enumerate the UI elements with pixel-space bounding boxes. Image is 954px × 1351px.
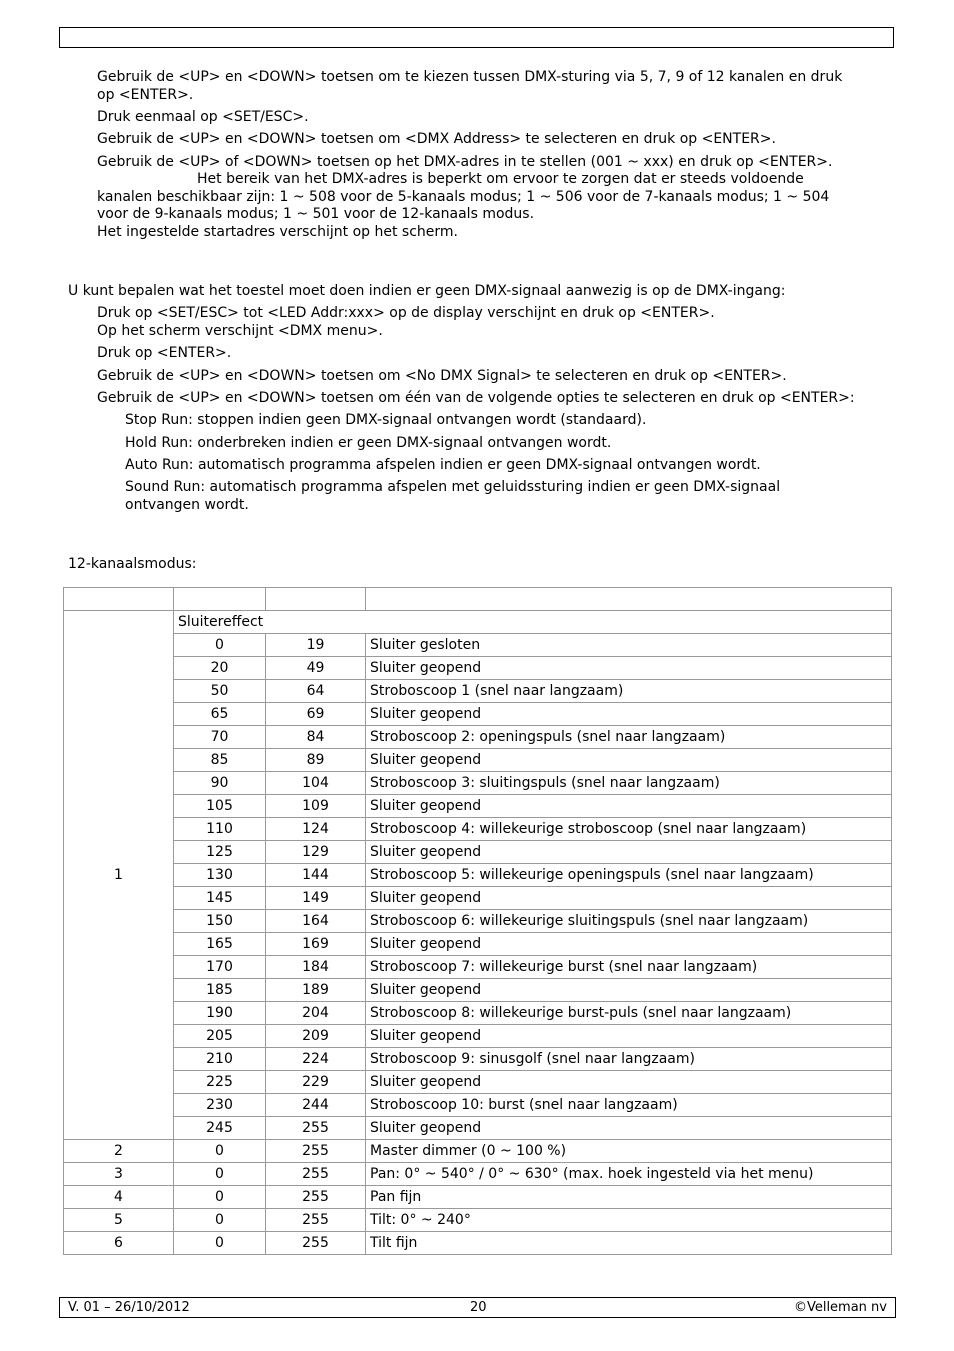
function-cell: Stroboscoop 8: willekeurige burst-puls (snel naar langzaam) (366, 1002, 892, 1025)
value-from-cell: 190 (174, 1002, 266, 1025)
step-text: Gebruik de <UP> en <DOWN> toetsen om <No DMX Signal> te selecteren en druk op <ENTER>. (97, 368, 787, 384)
option-text: Sound Run: automatisch programma afspelen met geluidssturing indien er geen DMX-signaal (125, 479, 781, 495)
value-to-cell: 255 (266, 1163, 366, 1186)
footer (59, 1297, 896, 1318)
value-from-cell: 0 (174, 1140, 266, 1163)
value-to-cell: 124 (266, 818, 366, 841)
table-row (64, 772, 892, 795)
note-text: voor de 9-kanaals modus; 1 ~ 501 voor de 12-kanaals modus. (97, 206, 535, 222)
value-to-cell: 109 (266, 795, 366, 818)
value-to-cell: 49 (266, 657, 366, 680)
value-to-cell: 104 (266, 772, 366, 795)
value-from-cell: 0 (174, 634, 266, 657)
function-cell: Sluiter geopend (366, 979, 892, 1002)
value-from-cell: 230 (174, 1094, 266, 1117)
value-to-cell: 204 (266, 1002, 366, 1025)
value-from-cell: 145 (174, 887, 266, 910)
table-row (64, 818, 892, 841)
table-row (64, 841, 892, 864)
value-from-cell: 50 (174, 680, 266, 703)
value-from-cell: 70 (174, 726, 266, 749)
header-box (59, 27, 894, 48)
table-row (64, 726, 892, 749)
channel-cell: 3 (64, 1163, 174, 1186)
header-cell (64, 588, 174, 611)
value-from-cell: 125 (174, 841, 266, 864)
function-cell: Stroboscoop 4: willekeurige stroboscoop (snel naar langzaam) (366, 818, 892, 841)
channel-cell: 1 (64, 611, 174, 1140)
table-row (64, 703, 892, 726)
function-cell: Master dimmer (0 ~ 100 %) (366, 1140, 892, 1163)
table-row (64, 1140, 892, 1163)
value-from-cell: 85 (174, 749, 266, 772)
channel-cell: 6 (64, 1232, 174, 1255)
value-to-cell: 84 (266, 726, 366, 749)
function-cell: Tilt fijn (366, 1232, 892, 1255)
value-to-cell: 69 (266, 703, 366, 726)
footer-copyright: ©Velleman nv (793, 1300, 887, 1315)
step-text: Druk op <ENTER>. (97, 345, 232, 361)
function-cell: Sluiter geopend (366, 657, 892, 680)
function-cell: Stroboscoop 7: willekeurige burst (snel naar langzaam) (366, 956, 892, 979)
function-cell: Sluiter gesloten (366, 634, 892, 657)
table-row (64, 1094, 892, 1117)
footer-version: V. 01 – 26/10/2012 (68, 1300, 190, 1315)
note-text: kanalen beschikbaar zijn: 1 ~ 508 voor de 5-kanaals modus; 1 ~ 506 voor de 7-kanaals modus; 1 ~ 504 (97, 189, 830, 205)
value-from-cell: 20 (174, 657, 266, 680)
step-text: Gebruik de <UP> of <DOWN> toetsen op het DMX-adres in te stellen (001 ~ xxx) en druk op <ENTER>. (97, 154, 833, 170)
function-cell: Stroboscoop 1 (snel naar langzaam) (366, 680, 892, 703)
table-row (64, 910, 892, 933)
function-cell: Sluiter geopend (366, 1071, 892, 1094)
value-to-cell: 255 (266, 1209, 366, 1232)
channel-cell: 2 (64, 1140, 174, 1163)
value-to-cell: 255 (266, 1117, 366, 1140)
table-row (64, 1048, 892, 1071)
value-to-cell: 229 (266, 1071, 366, 1094)
value-from-cell: 65 (174, 703, 266, 726)
group-title-cell: Sluitereffect (174, 611, 892, 634)
table-row (64, 1002, 892, 1025)
value-to-cell: 64 (266, 680, 366, 703)
value-from-cell: 0 (174, 1186, 266, 1209)
function-cell: Sluiter geopend (366, 703, 892, 726)
table-row (64, 749, 892, 772)
value-from-cell: 150 (174, 910, 266, 933)
value-to-cell: 255 (266, 1186, 366, 1209)
function-cell: Stroboscoop 3: sluitingspuls (snel naar langzaam) (366, 772, 892, 795)
function-cell: Sluiter geopend (366, 841, 892, 864)
channel-cell: 4 (64, 1186, 174, 1209)
function-cell: Stroboscoop 2: openingspuls (snel naar langzaam) (366, 726, 892, 749)
function-cell: Sluiter geopend (366, 887, 892, 910)
function-cell: Pan fijn (366, 1186, 892, 1209)
table-row (64, 1232, 892, 1255)
value-to-cell: 189 (266, 979, 366, 1002)
table-row (64, 680, 892, 703)
function-cell: Stroboscoop 10: burst (snel naar langzaam) (366, 1094, 892, 1117)
value-from-cell: 185 (174, 979, 266, 1002)
value-to-cell: 224 (266, 1048, 366, 1071)
header-cell (366, 588, 892, 611)
value-from-cell: 110 (174, 818, 266, 841)
function-cell: Sluiter geopend (366, 1025, 892, 1048)
table-row (64, 1186, 892, 1209)
table-row (64, 1163, 892, 1186)
step-text: Het ingestelde startadres verschijnt op het scherm. (97, 224, 458, 240)
function-cell: Sluiter geopend (366, 933, 892, 956)
value-to-cell: 164 (266, 910, 366, 933)
value-to-cell: 144 (266, 864, 366, 887)
value-to-cell: 255 (266, 1232, 366, 1255)
table-row (64, 657, 892, 680)
value-from-cell: 105 (174, 795, 266, 818)
value-from-cell: 90 (174, 772, 266, 795)
value-to-cell: 19 (266, 634, 366, 657)
value-from-cell: 0 (174, 1209, 266, 1232)
value-from-cell: 205 (174, 1025, 266, 1048)
table-row (64, 933, 892, 956)
table-row (64, 887, 892, 910)
table-row (64, 979, 892, 1002)
function-cell: Sluiter geopend (366, 795, 892, 818)
value-from-cell: 210 (174, 1048, 266, 1071)
value-to-cell: 89 (266, 749, 366, 772)
table-row (64, 1117, 892, 1140)
table-row (64, 611, 892, 634)
mode-label: 12-kanaalsmodus: (68, 556, 197, 572)
value-from-cell: 165 (174, 933, 266, 956)
nosignal-intro: U kunt bepalen wat het toestel moet doen indien er geen DMX-signaal aanwezig is op de DMX-ingang: (68, 283, 786, 299)
table-header-row (64, 588, 892, 611)
table-row (64, 795, 892, 818)
value-to-cell: 129 (266, 841, 366, 864)
function-cell: Stroboscoop 6: willekeurige sluitingspuls (snel naar langzaam) (366, 910, 892, 933)
function-cell: Sluiter geopend (366, 749, 892, 772)
channel-cell: 5 (64, 1209, 174, 1232)
table-row (64, 1209, 892, 1232)
value-from-cell: 0 (174, 1232, 266, 1255)
dmx-channel-table (63, 587, 892, 1255)
value-from-cell: 170 (174, 956, 266, 979)
step-text: Druk op <SET/ESC> tot <LED Addr:xxx> op de display verschijnt en druk op <ENTER>. (97, 305, 715, 321)
note-text: Het bereik van het DMX-adres is beperkt om ervoor te zorgen dat er steeds voldoende (197, 171, 804, 187)
header-cell (266, 588, 366, 611)
step-text: Gebruik de <UP> en <DOWN> toetsen om <DMX Address> te selecteren en druk op <ENTER>. (97, 131, 776, 147)
value-to-cell: 255 (266, 1140, 366, 1163)
function-cell: Pan: 0° ~ 540° / 0° ~ 630° (max. hoek ingesteld via het menu) (366, 1163, 892, 1186)
value-to-cell: 184 (266, 956, 366, 979)
function-cell: Tilt: 0° ~ 240° (366, 1209, 892, 1232)
value-to-cell: 244 (266, 1094, 366, 1117)
step-text: Gebruik de <UP> en <DOWN> toetsen om één van de volgende opties te selecteren en druk op <ENTER>: (97, 390, 855, 406)
function-cell: Sluiter geopend (366, 1117, 892, 1140)
value-to-cell: 169 (266, 933, 366, 956)
option-text: Auto Run: automatisch programma afspelen indien er geen DMX-signaal ontvangen wordt. (125, 457, 761, 473)
value-from-cell: 0 (174, 1163, 266, 1186)
function-cell: Stroboscoop 5: willekeurige openingspuls (snel naar langzaam) (366, 864, 892, 887)
table-row (64, 1071, 892, 1094)
footer-page-number: 20 (470, 1300, 487, 1315)
step-text: Druk eenmaal op <SET/ESC>. (97, 109, 309, 125)
value-to-cell: 149 (266, 887, 366, 910)
function-cell: Stroboscoop 9: sinusgolf (snel naar langzaam) (366, 1048, 892, 1071)
step-text: Gebruik de <UP> en <DOWN> toetsen om te kiezen tussen DMX-sturing via 5, 7, 9 of 12 kanalen en druk (97, 69, 843, 85)
option-text: Hold Run: onderbreken indien er geen DMX-signaal ontvangen wordt. (125, 435, 612, 451)
table-row (64, 956, 892, 979)
table-row (64, 864, 892, 887)
option-text: Stop Run: stoppen indien geen DMX-signaal ontvangen wordt (standaard). (125, 412, 647, 428)
table-row (64, 1025, 892, 1048)
header-cell (174, 588, 266, 611)
value-from-cell: 245 (174, 1117, 266, 1140)
value-from-cell: 225 (174, 1071, 266, 1094)
value-from-cell: 130 (174, 864, 266, 887)
step-text: Op het scherm verschijnt <DMX menu>. (97, 323, 383, 339)
value-to-cell: 209 (266, 1025, 366, 1048)
step-text: op <ENTER>. (97, 87, 194, 103)
option-text: ontvangen wordt. (125, 497, 249, 513)
table-row (64, 634, 892, 657)
